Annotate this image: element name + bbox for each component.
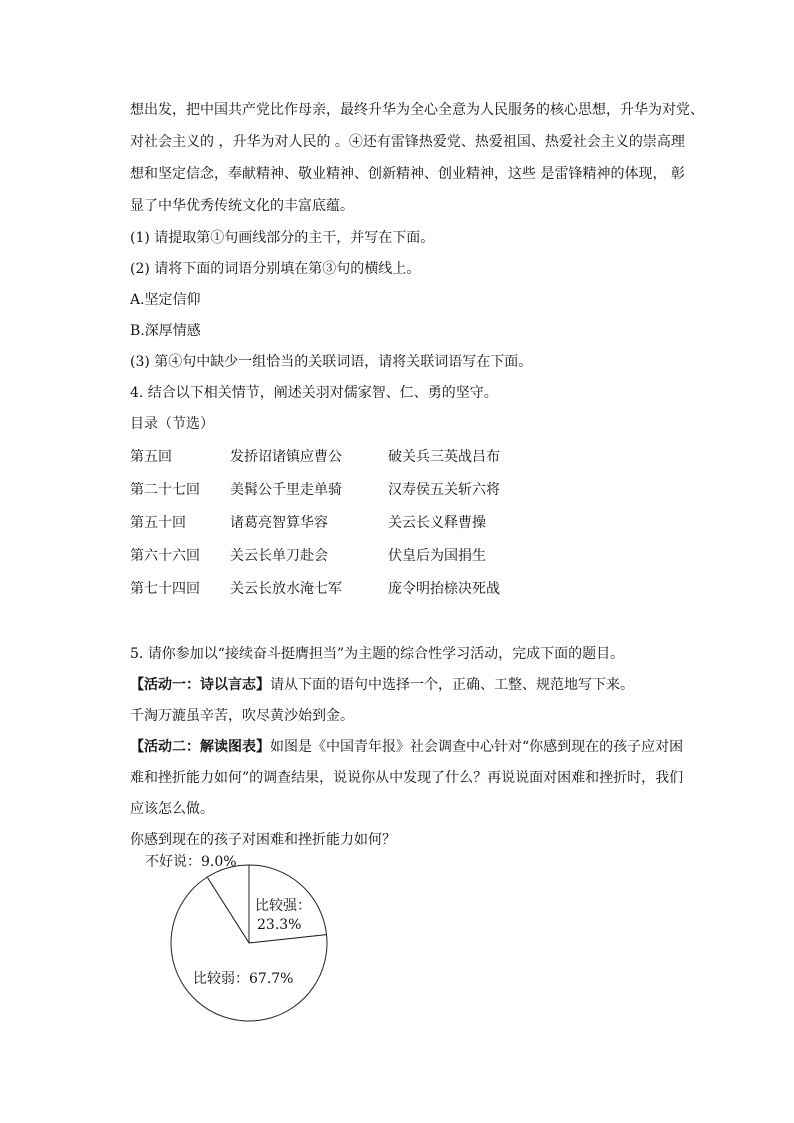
chart-title: 你感到现在的孩子对困难和挫折能力如何？	[130, 832, 396, 848]
activity-2-line-2: 难和挫折能力如何”的调查结果，说说你从中发现了什么？再说说面对困难和挫折时，我们	[130, 770, 684, 786]
toc-chapter-number: 第二十七回	[130, 482, 200, 498]
toc-chapter-title-a: 发挢诏诸镇应曹公	[230, 449, 342, 465]
pie-label-strong: 比较强：	[255, 898, 311, 914]
question-4-prompt: 4. 结合以下相关情节，阐述关羽对儒家智、仁、勇的坚守。	[130, 385, 498, 401]
paragraph-line-2: 对社会主义的 ，升华为对人民的 。④还有雷锋热爱党、热爱祖国、热爱社会主义的崇高理	[130, 134, 685, 150]
toc-chapter-title-b: 庞令明抬榇决死战	[388, 581, 500, 597]
toc-chapter-title-b: 伏皇后为国捐生	[388, 548, 486, 564]
toc-chapter-number: 第七十四回	[130, 581, 200, 597]
toc-chapter-title-b: 汉寿侯五关斩六将	[388, 482, 500, 498]
question-3: (3) 第④句中缺少一组恰当的关联词语，请将关联词语写在下面。	[130, 354, 533, 370]
option-b: B.深厚情感	[130, 323, 201, 339]
activity-2-label: 【活动二：解读图表】	[130, 739, 270, 755]
toc-chapter-title-a: 关云长单刀赴会	[230, 548, 328, 564]
activity-2-line-3: 应该怎么做。	[130, 801, 214, 817]
toc-chapter-title-a: 美髯公千里走单骑	[230, 482, 342, 498]
toc-chapter-title-a: 关云长放水淹七军	[230, 581, 342, 597]
paragraph-line-1: 想出发，把中国共产党比作母亲，最终升华为全心全意为人民服务的核心思想，升华为对党、	[130, 102, 704, 118]
question-5-prompt: 5. 请你参加以“接续奋斗挺膺担当”为主题的综合性学习活动，完成下面的题目。	[130, 646, 625, 662]
pie-label-not-sure: 不好说：9.0%	[145, 854, 237, 870]
activity-1-text: 请从下面的语句中选择一个，正确、工整、规范地写下来。	[270, 677, 634, 693]
activity-1-label: 【活动一：诗以言志】	[130, 677, 270, 693]
toc-chapter-number: 第五回	[130, 449, 172, 465]
question-2: (2) 请将下面的词语分别填在第③句的横线上。	[130, 261, 421, 277]
paragraph-line-3: 想和坚定信念，奉献精神、敬业精神、创新精神、创业精神，这些 是雷锋精神的体现， 彰	[130, 166, 685, 182]
poem-line: 千淘万漉虽辛苦，吹尽黄沙始到金。	[130, 708, 354, 724]
toc-chapter-number: 第六十六回	[130, 548, 200, 564]
pie-label-strong-value: 23.3%	[257, 917, 302, 933]
paragraph-line-4: 显了中华优秀传统文化的丰富底蕴。	[130, 198, 354, 214]
toc-chapter-title-a: 诸葛亮智算华容	[230, 515, 328, 531]
pie-label-weak: 比较弱：67.7%	[193, 971, 294, 987]
toc-title: 目录（节选）	[130, 416, 214, 432]
toc-chapter-title-b: 关云长义释曹操	[388, 515, 486, 531]
activity-2-text: 如图是《中国青年报》社会调查中心针对“你感到现在的孩子应对困	[270, 739, 684, 755]
option-a: A.坚定信仰	[130, 292, 201, 308]
toc-chapter-number: 第五十回	[130, 515, 186, 531]
question-1: (1) 请提取第①句画线部分的主干，并写在下面。	[130, 230, 435, 246]
toc-chapter-title-b: 破关兵三英战吕布	[388, 449, 500, 465]
